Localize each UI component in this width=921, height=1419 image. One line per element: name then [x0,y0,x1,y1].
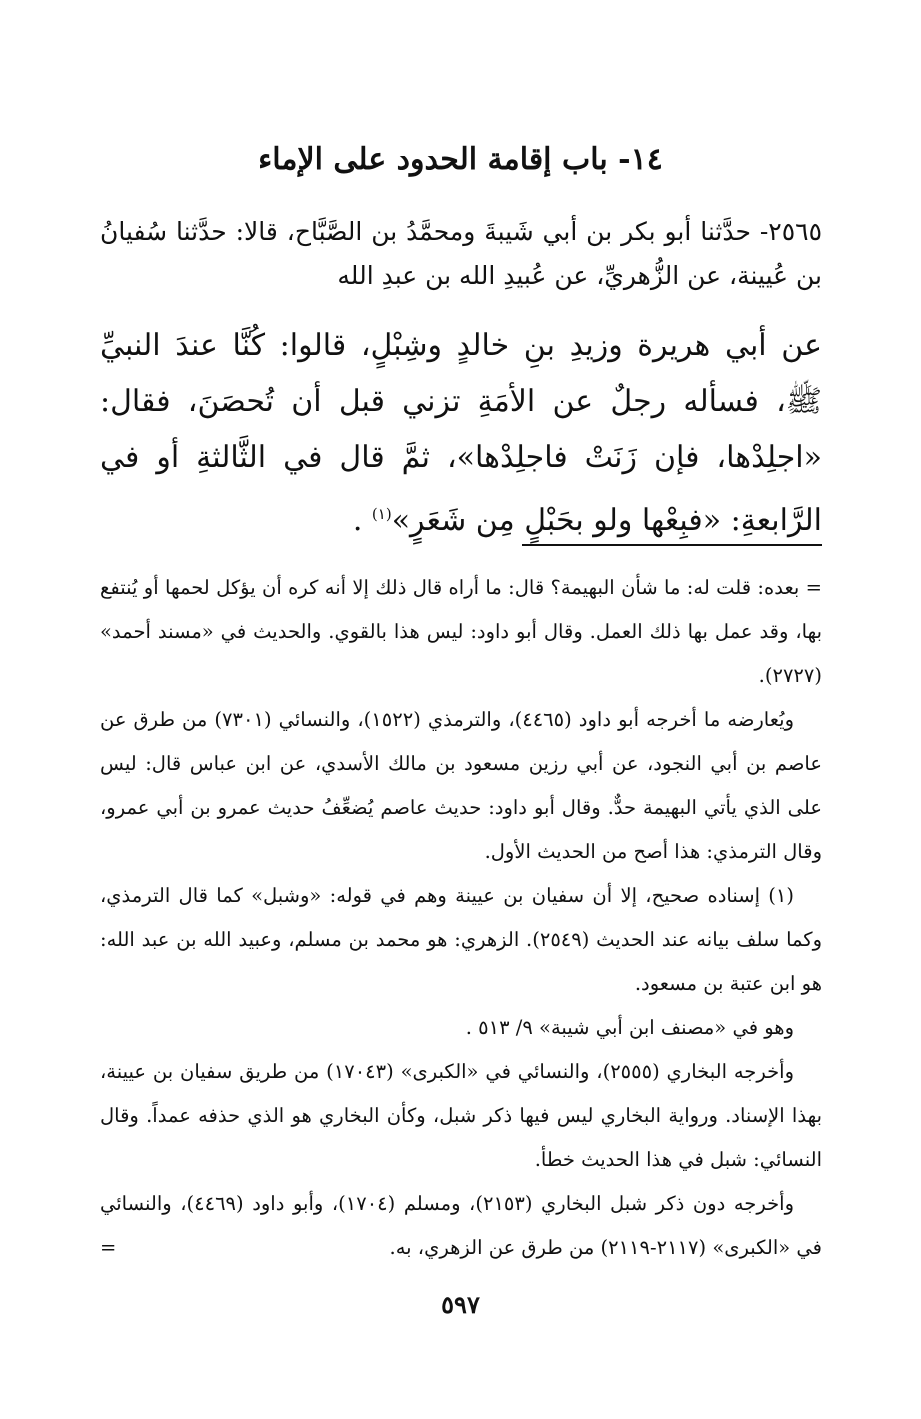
footnote-1-d [100,1182,822,1270]
footnote-continued-1: = بعده: قلت له: ما شأن البهيمة؟ قال: ما أراه قال ذلك إلا أنه كره أن يؤكل لحمها أو يُنتفع بها، وقد عمل بها ذلك العمل. وقال أبو داود: ليس هذا بالقوي. والحديث في «مسند أحمد» (٢٧٢٧). [100,576,822,687]
hadith-matn [100,318,822,549]
chapter-heading: ١٤- باب إقامة الحدود على الإماء [258,142,663,177]
footnote-ref: (١) [371,505,392,523]
footnote-1-a: (١) إسناده صحيح، إلا أن سفيان بن عيينة وهم في قوله: «وشبل» كما قال الترمذي، وكما سلف بيانه عند الحديث (٢٥٤٩). الزهري: هو محمد بن مسلم، وعبيد الله بن عبد الله: هو ابن عتبة بن مسعود. [100,884,822,995]
hadith-matn-text: عن أبي هريرة وزيدِ بنِ خالدٍ وشِبْلٍ، قالوا: كُنَّا عندَ النبيِّ ﷺ، فسأله رجلٌ عن الأمَةِ تزني قبل أن تُحصَنَ، فقال: «اجلِدْها، فإن زَنَتْ فاجلِدْها»، ثمَّ قال في الثَّالثةِ أو في الرَّابعةِ: «فبِعْها ولو بحَبْلٍ مِن شَعَرٍ» [100,328,823,538]
hadith-matn-end: . [352,503,372,538]
continuation-mark: = [100,1236,117,1259]
page-number: ٥٩٧ [441,1290,480,1319]
footnote-1-d-text: وأخرجه دون ذكر شبل البخاري (٢١٥٣)، ومسلم (١٧٠٤)، وأبو داود (٤٤٦٩)، والنسائي في «الكبرى» (٢١١٧-٢١١٩) من طرق عن الزهري، به. [100,1192,822,1259]
footnote-1-c: وأخرجه البخاري (٢٥٥٥)، والنسائي في «الكبرى» (١٧٠٤٣) من طريق سفيان بن عيينة، بهذا الإسناد. ورواية البخاري ليس فيها ذكر شبل، وكأن البخاري هو الذي حذفه عمداً. وقال النسائي: شبل في هذا الحديث خطأ. [100,1060,822,1171]
footnote-continued-2: ويُعارضه ما أخرجه أبو داود (٤٤٦٥)، والترمذي (١٥٢٢)، والنسائي (٧٣٠١) من طرق عن عاصم بن أبي النجود، عن أبي رزين مسعود بن مالك الأسدي، عن ابن عباس قال: ليس على الذي يأتي البهيمة حدٌّ. وقال أبو داود: حديث عاصم يُضعِّفُ حديث عمرو بن أبي عمرو، وقال الترمذي: هذا أصح من الحديث الأول. [100,708,822,863]
footnote-separator [522,544,822,546]
footnote-1-b: وهو في «مصنف ابن أبي شيبة» ٩/ ٥١٣ . [465,1016,794,1039]
footnotes-block [100,566,822,1270]
hadith-isnad: ٢٥٦٥- حدَّثنا أبو بكر بن أبي شَيبةَ ومحمَّدُ بن الصَّبَّاح، قالا: حدَّثنا سُفيانُ بن عُيينة، عن الزُّهريِّ، عن عُبيدِ الله بن عبدِ الله [100,217,822,290]
